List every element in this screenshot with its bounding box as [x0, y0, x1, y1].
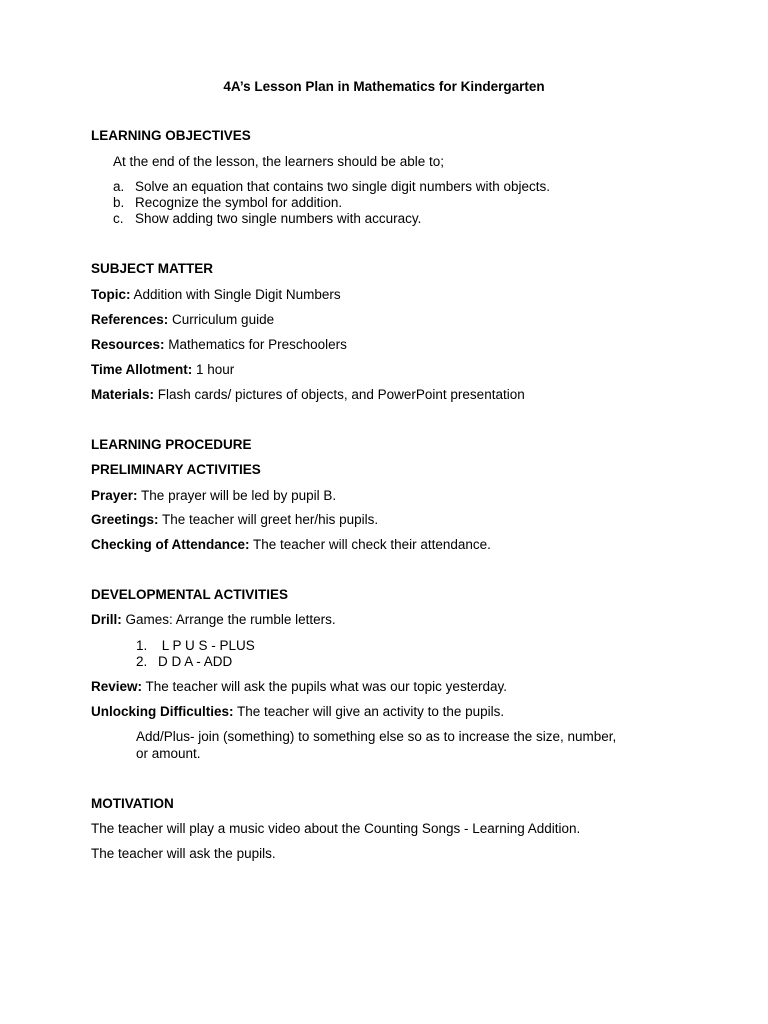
field-materials	[91, 387, 525, 403]
field-value: Games: Arrange the rumble letters.	[121, 612, 336, 627]
field-value: Addition with Single Digit Numbers	[130, 287, 341, 302]
list-marker: a.	[113, 179, 125, 194]
field-references	[91, 312, 274, 328]
document-title: 4A’s Lesson Plan in Mathematics for Kindergarten	[223, 79, 545, 94]
preliminary-heading: PRELIMINARY ACTIVITIES	[91, 462, 261, 477]
motivation-text: The teacher will play a music video about the Counting Songs - Learning Addition.	[91, 821, 581, 836]
field-label: Checking of Attendance:	[91, 537, 250, 552]
field-review	[91, 679, 507, 695]
list-item-text: Show adding two single numbers with accuracy.	[135, 211, 422, 226]
field-label: Prayer:	[91, 488, 138, 503]
objectives-heading: LEARNING OBJECTIVES	[91, 128, 251, 143]
field-label: Greetings:	[91, 512, 159, 527]
objectives-intro: At the end of the lesson, the learners should be able to;	[113, 154, 444, 169]
field-drill	[91, 612, 336, 628]
field-topic	[91, 287, 341, 303]
field-label: Unlocking Difficulties:	[91, 704, 234, 719]
drill-item	[136, 654, 232, 670]
field-time-allotment	[91, 362, 234, 378]
list-marker: 2.	[136, 654, 148, 669]
field-label: Review:	[91, 679, 143, 694]
list-item-text: L P U S - PLUS	[158, 638, 255, 653]
field-value: The prayer will be led by pupil B.	[137, 488, 337, 503]
field-label: References:	[91, 312, 169, 327]
field-label: Resources:	[91, 337, 165, 352]
objective-item	[113, 179, 550, 195]
field-label: Drill:	[91, 612, 122, 627]
list-item-text: Solve an equation that contains two single digit numbers with objects.	[135, 179, 550, 194]
list-marker: b.	[113, 195, 125, 210]
field-unlocking	[91, 704, 504, 720]
field-resources	[91, 337, 347, 353]
field-attendance	[91, 537, 491, 553]
field-prayer	[91, 488, 336, 504]
list-item-text: D D A - ADD	[158, 654, 233, 669]
procedure-heading: LEARNING PROCEDURE	[91, 437, 252, 452]
field-label: Time Allotment:	[91, 362, 193, 377]
field-value: The teacher will ask the pupils what was our topic yesterday.	[142, 679, 507, 694]
objective-item	[113, 211, 421, 227]
subject-matter-heading: SUBJECT MATTER	[91, 261, 214, 276]
field-label: Materials:	[91, 387, 155, 402]
field-value: 1 hour	[192, 362, 235, 377]
developmental-heading: DEVELOPMENTAL ACTIVITIES	[91, 587, 289, 602]
field-label: Topic:	[91, 287, 131, 302]
motivation-heading: MOTIVATION	[91, 796, 174, 811]
field-value: The teacher will check their attendance.	[249, 537, 491, 552]
field-value: The teacher will greet her/his pupils.	[158, 512, 379, 527]
field-value: Mathematics for Preschoolers	[164, 337, 347, 352]
drill-item	[136, 638, 255, 654]
objective-item	[113, 195, 342, 211]
field-value: Flash cards/ pictures of objects, and PowerPoint presentation	[154, 387, 525, 402]
definition-line: or amount.	[136, 746, 201, 761]
list-marker: 1.	[136, 638, 148, 653]
list-marker: c.	[113, 211, 124, 226]
definition-line: Add/Plus- join (something) to something else so as to increase the size, number,	[136, 729, 617, 744]
field-value: Curriculum guide	[168, 312, 275, 327]
field-value: The teacher will give an activity to the pupils.	[233, 704, 505, 719]
motivation-text: The teacher will ask the pupils.	[91, 846, 276, 861]
field-greetings	[91, 512, 378, 528]
list-item-text: Recognize the symbol for addition.	[135, 195, 343, 210]
